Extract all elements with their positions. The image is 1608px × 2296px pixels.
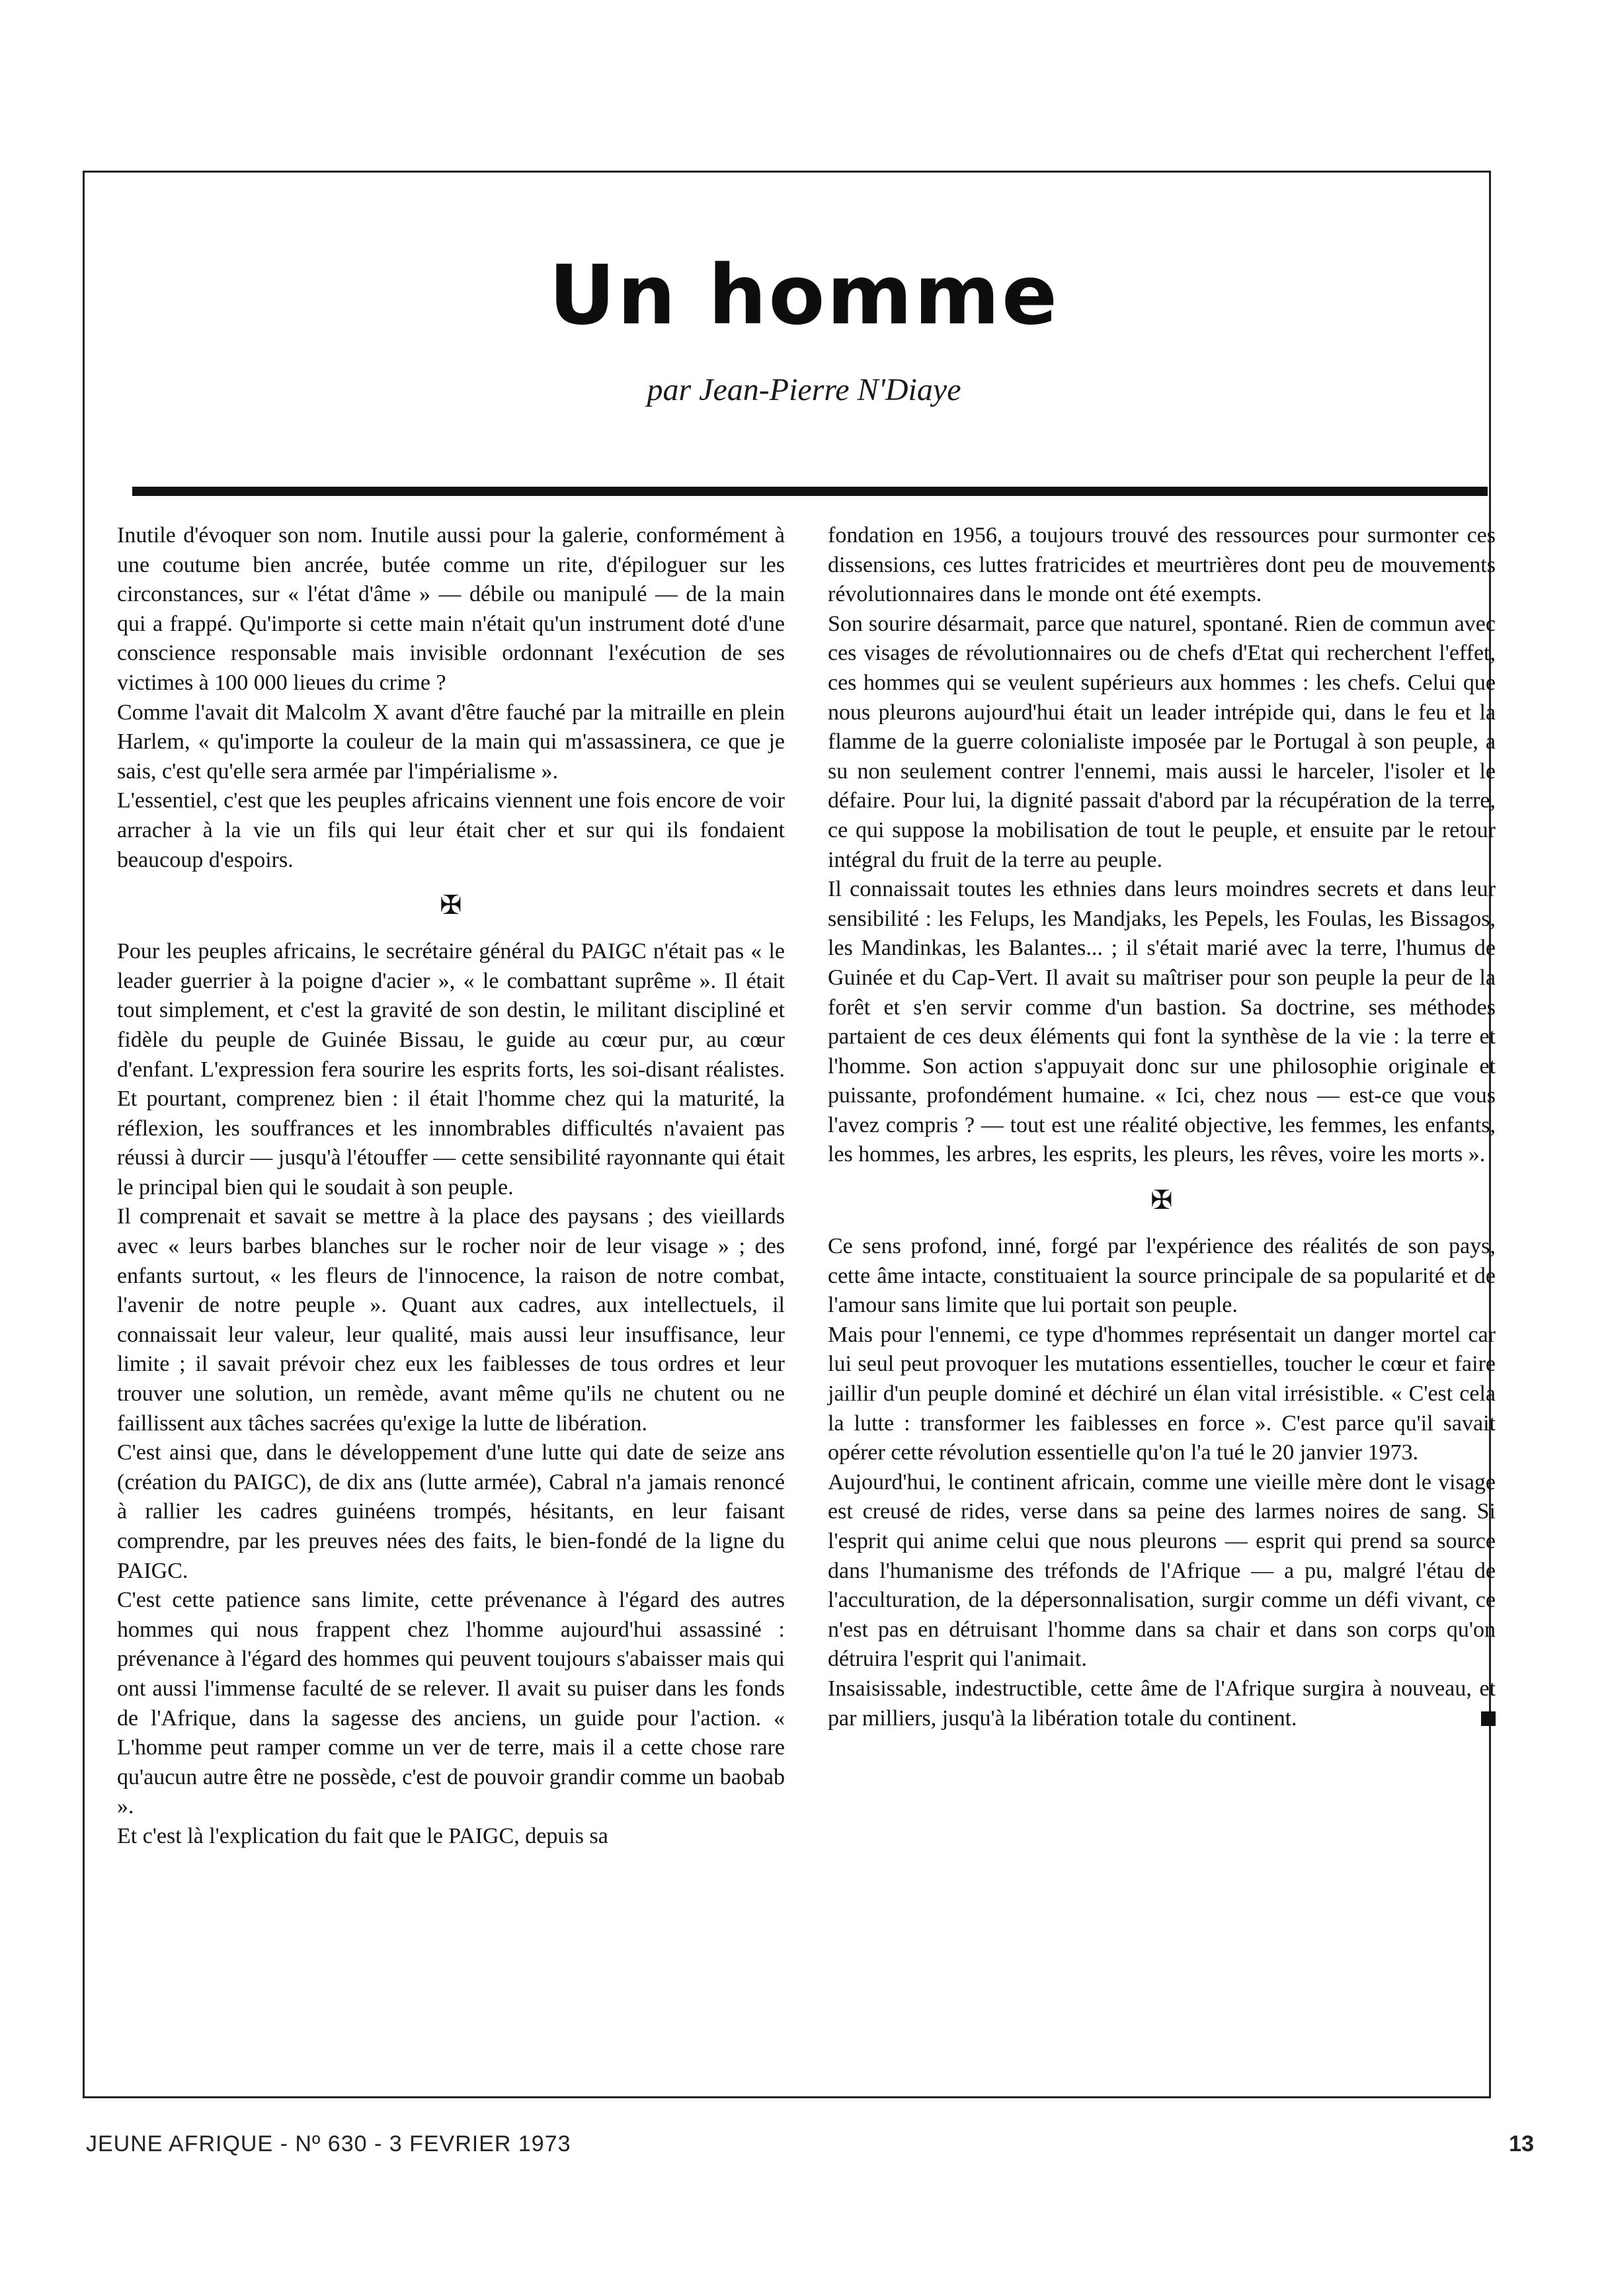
page-number: 13 [1509, 2131, 1534, 2156]
paragraph: Mais pour l'ennemi, ce type d'hommes représentait un danger mortel car lui seul peut provoquer les mutations essentielles, toucher le cœur et faire jaillir d'un peuple dominé et déchiré un élan vital irrésistible. « C'est cela la lutte : transformer les faiblesses en force ». C'est parce qu'il savait opérer cette révolution essentielle qu'on l'a tué le 20 janvier 1973. [828, 1322, 1496, 1465]
left-column [117, 521, 785, 1852]
paragraph: Il connaissait toutes les ethnies dans leurs moindres secrets et dans leur sensibilité : les Felups, les Mandjaks, les Pepels, les Foulas, les Bissagos, les Mandinkas, les Balantes... ; il s'était marié avec la terre, l'humus de Guinée et du Cap-Vert. Il avait su maîtriser pour son peuple la peur de la forêt et s'en servir comme d'un bastion. Sa doctrine, ses méthodes partaient de ces deux éléments qui font la synthèse de la vie : la terre et l'homme. Son action s'appuyait donc sur une philosophie originale et puissante, profondément humaine. « Ici, chez nous — est-ce que vous l'avez compris ? — tout est une réalité objective, les femmes, les enfants, les hommes, les arbres, les esprits, les pleurs, les rêves, voire les morts ». [828, 877, 1496, 1167]
right-column [828, 521, 1496, 1733]
paragraph: Comme l'avait dit Malcolm X avant d'être fauché par la mitraille en plein Harlem, « qu'importe la couleur de la main qui m'assassinera, ce que je sais, c'est qu'elle sera armée par l'impérialisme ». [117, 700, 785, 784]
paragraph: Aujourd'hui, le continent africain, comme une vieille mère dont le visage est creusé de rides, verse dans sa peine des larmes noires de sang. Si l'esprit qui anime celui que nous pleurons — esprit qui prend sa source dans l'humanisme des tréfonds de l'Afrique — a pu, malgré l'étau de l'acculturation, de la dépersonnalisation, surgir comme un défi vivant, ce n'est pas en détruisant l'homme dans sa chair et dans son corps qu'on détruira l'esprit qui l'animait. [828, 1469, 1496, 1672]
article-title: Un homme [548, 248, 1060, 343]
publication-info: JEUNE AFRIQUE - Nº 630 - 3 FEVRIER 1973 [86, 2131, 571, 2156]
paragraph: Inutile d'évoquer son nom. Inutile aussi pour la galerie, conformément à une coutume bien ancrée, butée comme un rite, d'épiloguer sur les circonstances, sur « l'état d'âme » — débile ou manipulé — de la main qui a frappé. Qu'importe si cette main n'était qu'un instrument doté d'une conscience responsable mais invisible ordonnant l'exécution de ses victimes à 100 000 lieues du crime ? [117, 523, 785, 695]
article-byline: par Jean-Pierre N'Diaye [647, 372, 961, 407]
paragraph-final [828, 1674, 1496, 1733]
paragraph: C'est ainsi que, dans le développement d'une lutte qui date de seize ans (création du PAIGC), de dix ans (lutte armée), Cabral n'a jamais renoncé à rallier les cadres guinéens trompés, hésitants, en leur faisant comprendre, par les preuves nées des faits, le bien-fondé de la ligne du PAIGC. [117, 1440, 785, 1583]
section-separator: ✠ [440, 890, 462, 921]
paragraph: Ce sens profond, inné, forgé par l'expérience des réalités de son pays, cette âme intacte, constituaient la source principale de sa popularité et de l'amour sans limite que lui portait son peuple. [828, 1234, 1496, 1318]
paragraph: Pour les peuples africains, le secrétaire général du PAIGC n'était pas « le leader guerrier à la poigne d'acier », « le combattant suprême ». Il était tout simplement, et c'est la gravité de son destin, le militant discipliné et fidèle du peuple de Guinée Bissau, le guide au cœur pur, au cœur d'enfant. L'expression fera sourire les esprits forts, les soi-disant réalistes. Et pourtant, comprenez bien : il était l'homme chez qui la maturité, la réflexion, les souffrances et les innombrables difficultés n'avaient pas réussi à durcir — jusqu'à l'étouffer — cette sensibilité rayonnante qui était le principal bien qui le soudait à son peuple. [117, 939, 785, 1200]
paragraph: Il comprenait et savait se mettre à la place des paysans ; des vieillards avec « leurs barbes blanches sur le rocher noir de leur visage » ; des enfants surtout, « les fleurs de l'innocence, la raison de notre combat, l'avenir de notre peuple ». Quant aux cadres, aux intellectuels, il connaissait leur valeur, leur qualité, mais aussi leur insuffisance, leur limite ; il savait prévoir chez eux les faiblesses de tous ordres et leur trouver une solution, un remède, avant même qu'ils ne chutent ou ne faillissent aux tâches sacrées qu'exige la lutte de libération. [117, 1204, 785, 1436]
title-rule [132, 487, 1488, 496]
paragraph: Son sourire désarmait, parce que naturel, spontané. Rien de commun avec ces visages de révolutionnaires ou de chefs d'Etat qui recherchent l'effet, ces hommes qui se veulent supérieurs aux hommes : les chefs. Celui que nous pleurons aujourd'hui était un leader intrépide qui, dans le feu et la flamme de la guerre colonialiste imposée par le Portugal à son peuple, a su non seulement contrer l'ennemi, mais aussi le harceler, l'isoler et le défaire. Pour lui, la dignité passait d'abord par la récupération de la terre, ce qui suppose la mobilisation de tout le peuple, et ensuite par le retour intégral du fruit de la terre au peuple. [828, 611, 1496, 872]
paragraph: C'est cette patience sans limite, cette prévenance à l'égard des autres hommes qui nous frappent chez l'homme aujourd'hui assassiné : prévenance à l'égard des hommes qui peuvent toujours s'abaisser mais qui ont aussi l'immense faculté de se relever. Il avait su puiser dans les fonds de l'Afrique, dans la sagesse des anciens, un guide pour l'action. « L'homme peut ramper comme un ver de terre, mais il a cette chose rare qu'aucun autre être ne possède, c'est de pouvoir grandir comme un baobab ». [117, 1588, 785, 1819]
end-mark-icon [1481, 1711, 1496, 1726]
paragraph: Et c'est là l'explication du fait que le PAIGC, depuis sa [117, 1823, 608, 1848]
paragraph: L'essentiel, c'est que les peuples africains viennent une fois encore de voir arracher à la vie un fils qui leur était cher et sur qui ils fondaient beaucoup d'espoirs. [117, 788, 785, 872]
paragraph: fondation en 1956, a toujours trouvé des ressources pour surmonter ces dissensions, ces luttes fratricides et meurtrières dont peu de mouvements révolutionnaires dans le monde ont été exempts. [828, 523, 1496, 607]
section-separator: ✠ [1150, 1185, 1173, 1216]
paragraph-final-text: Insaisissable, indestructible, cette âme de l'Afrique surgira à nouveau, et par milliers, jusqu'à la libération totale du continent. [828, 1676, 1496, 1731]
